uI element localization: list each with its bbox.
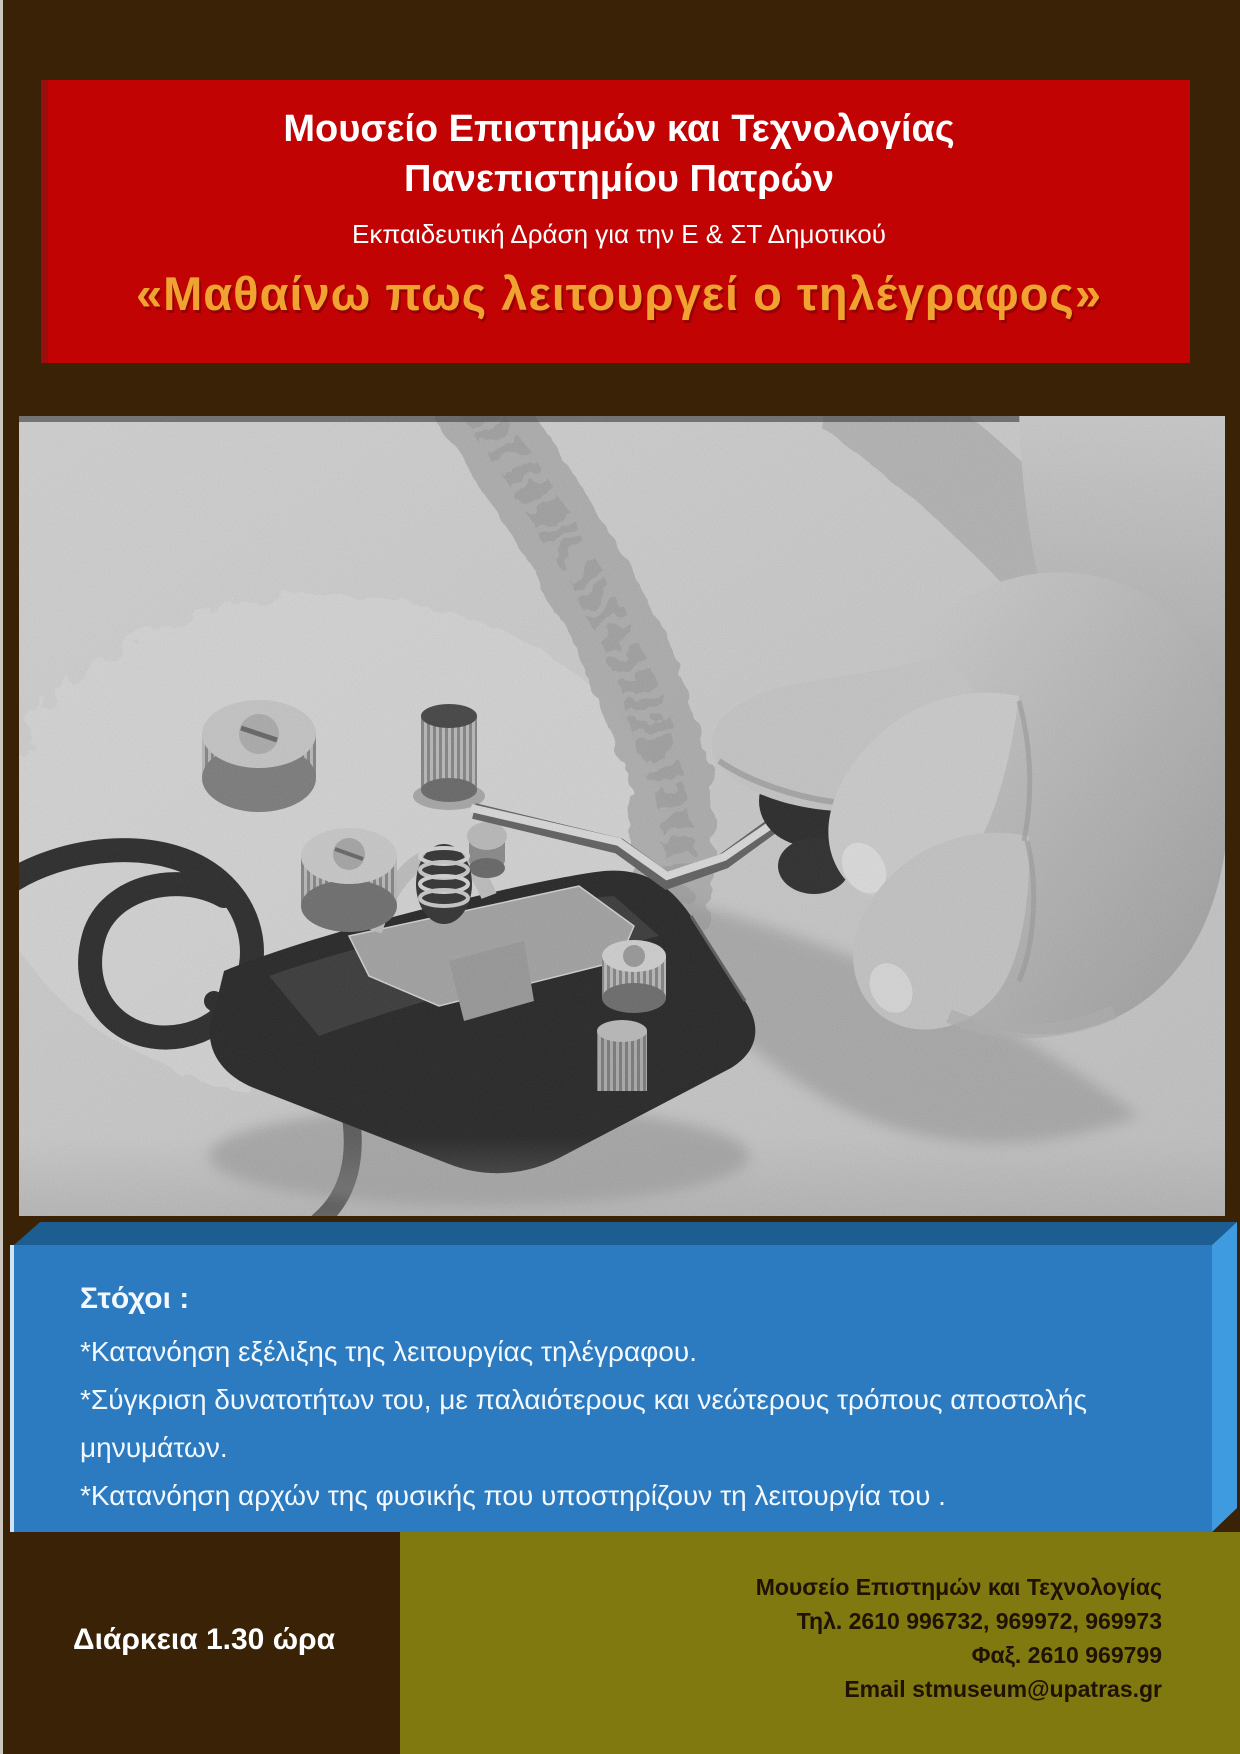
contact-block xyxy=(400,1532,1240,1706)
contact-fax: Φαξ. 2610 969799 xyxy=(971,1642,1162,1668)
goals-text xyxy=(80,1280,1210,1520)
scan-edge-sliver xyxy=(0,0,3,1754)
goal-line-1: *Κατανόηση εξέλιξης της λειτουργίας τηλέγραφου. xyxy=(80,1336,697,1367)
goal-line-2: *Σύγκριση δυνατοτήτων του, με παλαιότερους και νεώτερους τρόπους αποστολής xyxy=(80,1384,1087,1415)
telegraph-photo xyxy=(19,416,1225,1216)
goal-line-3: μηνυμάτων. xyxy=(80,1432,228,1463)
goals-heading: Στόχοι : xyxy=(80,1282,190,1315)
duration-label: Διάρκεια 1.30 ώρα xyxy=(73,1623,336,1656)
contact-museum-name: Μουσείο Επιστημών και Τεχνολογίας xyxy=(755,1574,1162,1600)
goals-box-right-face xyxy=(1212,1222,1237,1532)
banner-subtitle: Εκπαιδευτική Δράση για την Ε & ΣΤ Δημοτικού xyxy=(352,219,886,249)
museum-title-line1: Μουσείο Επιστημών και Τεχνολογίας xyxy=(283,108,955,150)
goals-box-left-highlight xyxy=(10,1245,14,1532)
goal-line-4: *Κατανόηση αρχών της φυσικής που υποστηρίζουν τη λειτουργία του . xyxy=(80,1480,946,1511)
header-banner xyxy=(41,80,1190,363)
museum-title-line2: Πανεπιστημίου Πατρών xyxy=(404,158,834,200)
contact-email: Email stmuseum@upatras.gr xyxy=(844,1676,1162,1702)
activity-headline: «Μαθαίνω πως λειτουργεί ο τηλέγραφος» xyxy=(135,267,1102,320)
contact-phone: Τηλ. 2610 996732, 969972, 969973 xyxy=(796,1608,1162,1634)
goals-box-top-face xyxy=(14,1222,1237,1245)
contact-panel xyxy=(400,1532,1240,1754)
